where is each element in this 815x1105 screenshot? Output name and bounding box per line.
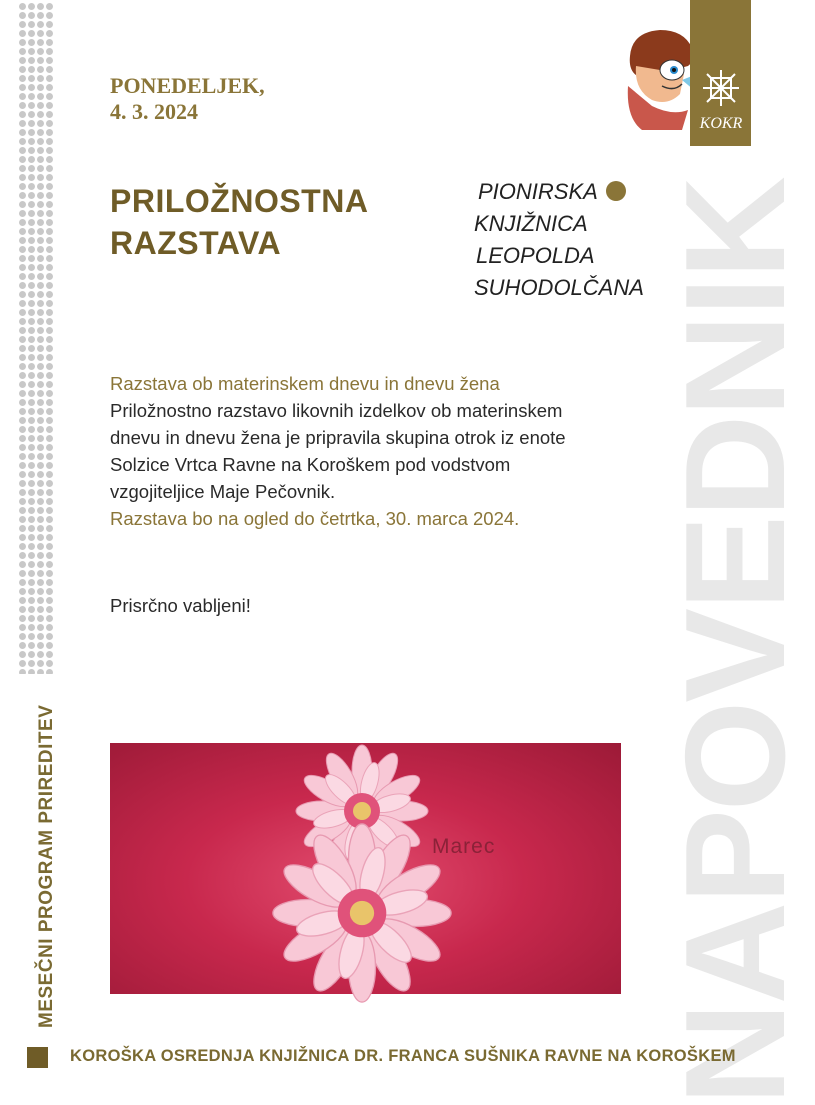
title-line-2: RAZSTAVA xyxy=(110,225,282,261)
date-weekday: PONEDELJEK, xyxy=(110,73,265,98)
description-line-2: dnevu in dnevu žena je pripravila skupina otrok iz enote xyxy=(110,427,566,448)
footer-library-name: KOROŠKA OSREDNJA KNJIŽNICA DR. FRANCA SUŠNIKA RAVNE NA KOROŠKEM xyxy=(70,1047,736,1065)
library-line-3: LEOPOLDA xyxy=(476,243,595,268)
event-photo xyxy=(110,743,621,994)
kokr-emblem-icon xyxy=(695,66,747,136)
library-line-1: PIONIRSKA xyxy=(478,179,598,204)
library-line-2: KNJIŽNICA xyxy=(474,211,588,236)
napovednik-watermark: NAPOVEDNIK xyxy=(656,178,815,1105)
description-line-1: Priložnostno razstavo likovnih izdelkov ob materinskem xyxy=(110,400,563,421)
exhibition-until: Razstava bo na ogled do četrtka, 30. marca 2024. xyxy=(110,508,520,529)
library-line-4: SUHODOLČANA xyxy=(474,275,644,300)
dot-pattern xyxy=(18,2,54,674)
description-line-4: vzgojiteljice Maje Pečovnik. xyxy=(110,481,336,502)
event-description xyxy=(110,370,630,532)
monthly-program-label: MESEČNI PROGRAM PRIREDITEV xyxy=(36,704,57,1028)
title-line-1: PRILOŽNOSTNA xyxy=(110,183,369,219)
kokr-logo xyxy=(690,0,751,146)
gerbera-flowers-image xyxy=(110,743,621,994)
event-title xyxy=(110,180,368,264)
photo-caption: Marec xyxy=(432,835,496,858)
welcome-text: Prisrčno vabljeni! xyxy=(110,595,251,616)
description-subtitle: Razstava ob materinskem dnevu in dnevu žena xyxy=(110,373,500,394)
library-location xyxy=(474,176,644,304)
logo-text: KOKR xyxy=(699,115,743,132)
description-line-3: Solzice Vrtca Ravne na Koroškem pod vodstvom xyxy=(110,454,511,475)
location-dot-icon xyxy=(606,181,626,201)
footer-square-icon xyxy=(27,1047,48,1068)
event-date xyxy=(110,73,265,125)
date-value: 4. 3. 2024 xyxy=(110,99,198,124)
